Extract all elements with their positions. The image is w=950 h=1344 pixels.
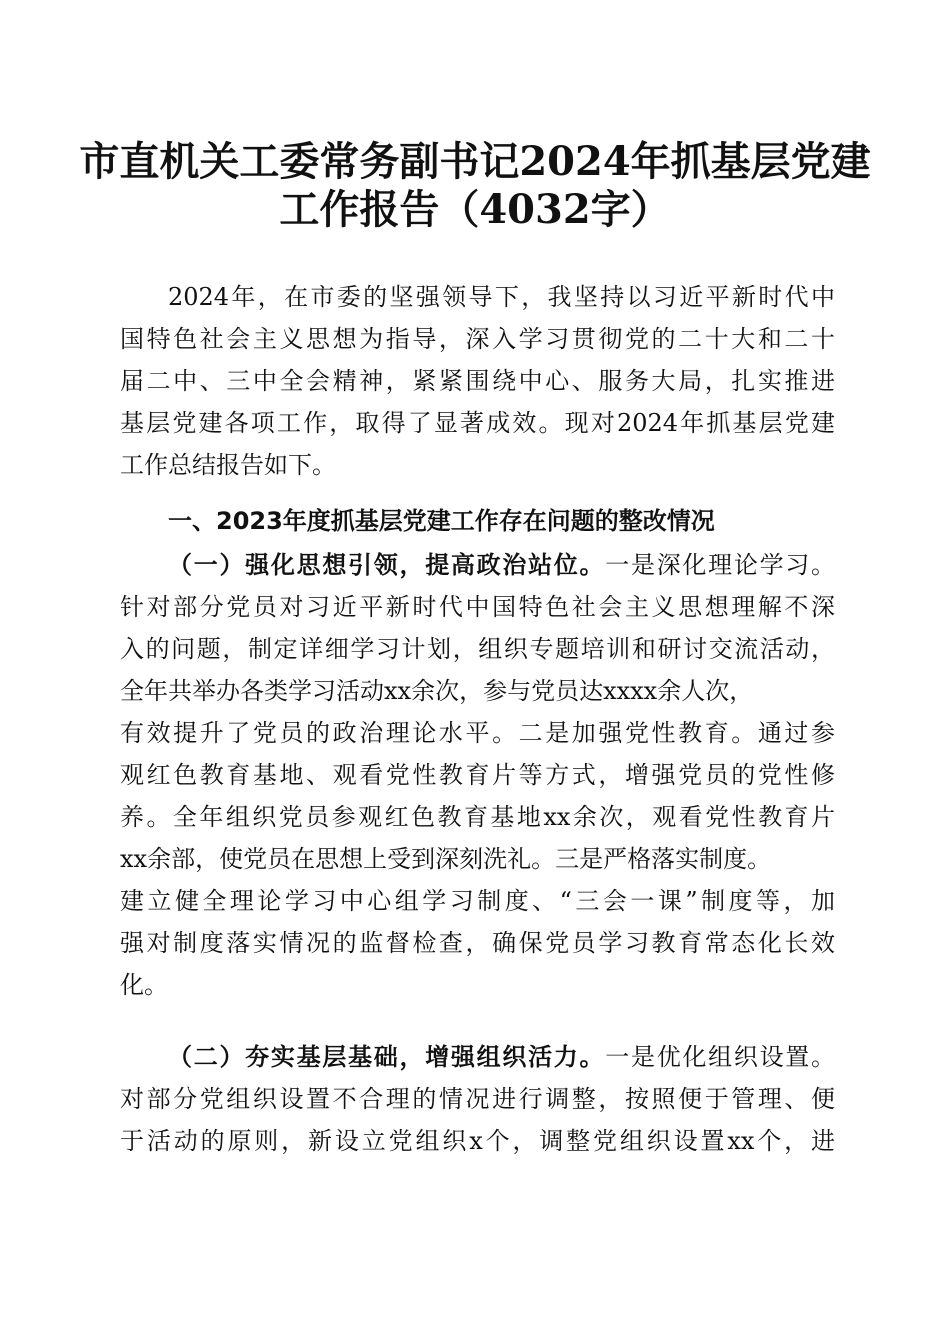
paragraph-text: 一是深化理论学习。 (605, 551, 836, 579)
paragraph-line: 强对制度落实情况的监督检查，确保党员学习教育常态化长效 (120, 929, 835, 957)
paragraph-line: 全年共举办各类学习活动xx余次，参与党员达xxxx余人次， (120, 677, 754, 705)
paragraph-line: 建立健全理论学习中心组学习制度、“三会一课”制度等，加 (120, 887, 835, 915)
section-heading: 一、2023年度抓基层党建工作存在问题的整改情况 (168, 507, 715, 535)
paragraph-line (120, 1036, 835, 1078)
paragraph-line: 观红色教育基地、观看党性教育片等方式，增强党员的党性修 (120, 761, 835, 789)
subsection-lead: （一）强化思想引领，提高政治站位。 (168, 550, 606, 579)
paragraph-line: 有效提升了党员的政治理论水平。二是加强党性教育。通过参 (120, 719, 835, 747)
subsection-lead: （二）夯实基层基础，增强组织活力。 (168, 1042, 606, 1071)
document-title-line-2: 工作报告（4032字） (279, 186, 671, 233)
section-2-paragraph (120, 1036, 835, 1162)
paragraph-line: 于活动的原则，新设立党组织x个，调整党组织设置xx个，进 (120, 1127, 835, 1155)
paragraph-line: 入的问题，制定详细学习计划，组织专题培训和研讨交流活动， (120, 635, 835, 663)
paragraph-line: 2024年，在市委的坚强领导下，我坚持以习近平新时代中 (168, 283, 835, 311)
paragraph-text: 一是优化组织设置。 (605, 1043, 836, 1071)
document-title-line-1: 市直机关工委常务副书记2024年抓基层党建 (79, 138, 871, 185)
paragraph-line: 对部分党组织设置不合理的情况进行调整，按照便于管理、便 (120, 1085, 835, 1113)
paragraph-line: 基层党建各项工作，取得了显著成效。现对2024年抓基层党建 (120, 409, 835, 437)
paragraph-line: 届二中、三中全会精神，紧紧围绕中心、服务大局，扎实推进 (120, 367, 835, 395)
paragraph-line (120, 544, 835, 586)
section-1-paragraph (120, 544, 835, 1006)
intro-paragraph (120, 276, 835, 486)
paragraph-line: 国特色社会主义思想为指导，深入学习贯彻党的二十大和二十 (120, 325, 835, 353)
paragraph-line: 养。全年组织党员参观红色教育基地xx余次，观看党性教育片 (120, 803, 835, 831)
paragraph-line: 工作总结报告如下。 (120, 451, 336, 479)
paragraph-line: 针对部分党员对习近平新时代中国特色社会主义思想理解不深 (120, 593, 835, 621)
paragraph-line: 化。 (120, 971, 168, 999)
paragraph-line: xx余部，使党员在思想上受到深刻洗礼。三是严格落实制度。 (120, 845, 772, 873)
